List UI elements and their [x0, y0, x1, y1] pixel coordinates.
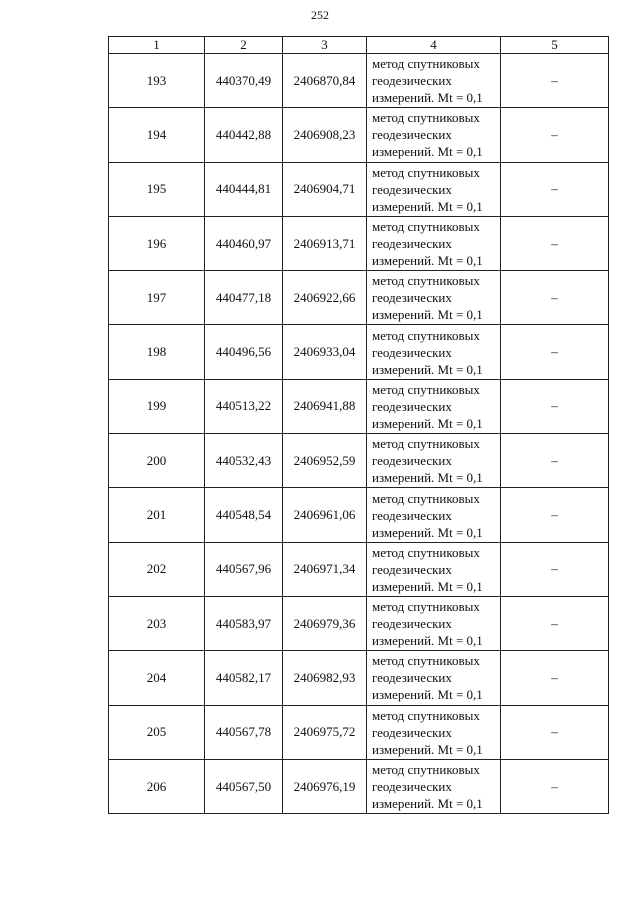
table-row [109, 542, 609, 596]
x-coordinate-cell: 440582,17 [205, 651, 283, 705]
method-text-line: метод спутниковых [372, 544, 480, 560]
x-coordinate-cell: 440370,49 [205, 54, 283, 108]
method-text-line: метод спутниковых [372, 164, 480, 180]
method-text-line: измерений. Mt = 0,1 [372, 144, 483, 160]
column-header: 4 [367, 37, 501, 54]
method-text-line: измерений. Mt = 0,1 [372, 415, 483, 431]
column-header: 1 [109, 37, 205, 54]
point-number-cell: 203 [109, 596, 205, 650]
method-text-line: измерений. Mt = 0,1 [372, 470, 483, 486]
method-text-line: геодезических [372, 670, 452, 686]
method-text-line: метод спутниковых [372, 327, 480, 343]
x-coordinate-cell: 440513,22 [205, 379, 283, 433]
method-text-line: геодезических [372, 616, 452, 632]
point-number-cell: 197 [109, 271, 205, 325]
note-cell: – [501, 434, 609, 488]
x-coordinate-cell: 440496,56 [205, 325, 283, 379]
x-coordinate-cell: 440460,97 [205, 216, 283, 270]
method-cell [367, 108, 501, 162]
table-row [109, 596, 609, 650]
table-row [109, 54, 609, 108]
method-text-line: метод спутниковых [372, 762, 480, 777]
note-cell: – [501, 216, 609, 270]
method-text-line: измерений. Mt = 0,1 [372, 633, 483, 649]
method-text-line: геодезических [372, 507, 452, 523]
note-cell: – [501, 542, 609, 596]
note-cell: – [501, 271, 609, 325]
y-coordinate-cell: 2406976,19 [283, 759, 367, 813]
point-number-cell: 196 [109, 216, 205, 270]
method-text-line: измерений. Mt = 0,1 [372, 307, 483, 323]
y-coordinate-cell: 2406870,84 [283, 54, 367, 108]
method-text-line: геодезических [372, 236, 452, 252]
y-coordinate-cell: 2406961,06 [283, 488, 367, 542]
x-coordinate-cell: 440477,18 [205, 271, 283, 325]
method-text-line: геодезических [372, 344, 452, 360]
y-coordinate-cell: 2406913,71 [283, 216, 367, 270]
method-cell [367, 542, 501, 596]
method-text-line: геодезических [372, 724, 452, 740]
note-cell: – [501, 108, 609, 162]
table-row [109, 488, 609, 542]
table-row [109, 162, 609, 216]
method-text-line: геодезических [372, 398, 452, 414]
y-coordinate-cell: 2406922,66 [283, 271, 367, 325]
method-cell [367, 596, 501, 650]
x-coordinate-cell: 440567,78 [205, 705, 283, 759]
method-text-line: измерений. Mt = 0,1 [372, 524, 483, 540]
y-coordinate-cell: 2406952,59 [283, 434, 367, 488]
method-text-line: измерений. Mt = 0,1 [372, 687, 483, 703]
method-cell [367, 434, 501, 488]
method-text-line: измерений. Mt = 0,1 [372, 90, 483, 106]
x-coordinate-cell: 440567,50 [205, 759, 283, 813]
point-number-cell: 206 [109, 759, 205, 813]
note-cell: – [501, 379, 609, 433]
y-coordinate-cell: 2406971,34 [283, 542, 367, 596]
table-row [109, 651, 609, 705]
table-row [109, 325, 609, 379]
x-coordinate-cell: 440548,54 [205, 488, 283, 542]
y-coordinate-cell: 2406933,04 [283, 325, 367, 379]
y-coordinate-cell: 2406975,72 [283, 705, 367, 759]
point-number-cell: 199 [109, 379, 205, 433]
method-text-line: измерений. Mt = 0,1 [372, 253, 483, 269]
table-row [109, 379, 609, 433]
method-cell [367, 271, 501, 325]
x-coordinate-cell: 440532,43 [205, 434, 283, 488]
note-cell: – [501, 162, 609, 216]
method-text-line: геодезических [372, 127, 452, 143]
table-row [109, 271, 609, 325]
method-text-line: геодезических [372, 73, 452, 89]
column-header: 2 [205, 37, 283, 54]
coordinates-table [108, 36, 609, 814]
note-cell: – [501, 325, 609, 379]
y-coordinate-cell: 2406904,71 [283, 162, 367, 216]
table-row [109, 759, 609, 813]
note-cell: – [501, 596, 609, 650]
method-text-line: метод спутниковых [372, 219, 480, 235]
x-coordinate-cell: 440444,81 [205, 162, 283, 216]
method-cell [367, 216, 501, 270]
x-coordinate-cell: 440583,97 [205, 596, 283, 650]
method-text-line: геодезических [372, 779, 452, 794]
method-cell [367, 759, 501, 813]
method-text-line: метод спутниковых [372, 490, 480, 506]
point-number-cell: 204 [109, 651, 205, 705]
point-number-cell: 201 [109, 488, 205, 542]
point-number-cell: 205 [109, 705, 205, 759]
method-text-line: геодезических [372, 290, 452, 306]
point-number-cell: 194 [109, 108, 205, 162]
y-coordinate-cell: 2406908,23 [283, 108, 367, 162]
table-header-row [109, 37, 609, 54]
method-text-line: метод спутниковых [372, 56, 480, 72]
x-coordinate-cell: 440567,96 [205, 542, 283, 596]
method-text-line: метод спутниковых [372, 273, 480, 289]
method-cell [367, 54, 501, 108]
method-cell [367, 325, 501, 379]
column-header: 3 [283, 37, 367, 54]
table-body [109, 54, 609, 814]
method-text-line: метод спутниковых [372, 381, 480, 397]
column-header: 5 [501, 37, 609, 54]
point-number-cell: 193 [109, 54, 205, 108]
x-coordinate-cell: 440442,88 [205, 108, 283, 162]
note-cell: – [501, 705, 609, 759]
method-text-line: геодезических [372, 561, 452, 577]
method-text-line: измерений. Mt = 0,1 [372, 198, 483, 214]
y-coordinate-cell: 2406979,36 [283, 596, 367, 650]
note-cell: – [501, 759, 609, 813]
method-text-line: метод спутниковых [372, 599, 480, 615]
y-coordinate-cell: 2406941,88 [283, 379, 367, 433]
table-row [109, 434, 609, 488]
point-number-cell: 198 [109, 325, 205, 379]
point-number-cell: 200 [109, 434, 205, 488]
method-cell [367, 705, 501, 759]
method-cell [367, 651, 501, 705]
method-text-line: метод спутниковых [372, 110, 480, 126]
method-text-line: метод спутниковых [372, 653, 480, 669]
table-row [109, 705, 609, 759]
point-number-cell: 195 [109, 162, 205, 216]
method-text-line: геодезических [372, 453, 452, 469]
method-text-line: метод спутниковых [372, 707, 480, 723]
method-cell [367, 488, 501, 542]
page-number: 252 [311, 8, 329, 22]
table-row [109, 108, 609, 162]
method-cell [367, 162, 501, 216]
note-cell: – [501, 651, 609, 705]
method-text-line: измерений. Mt = 0,1 [372, 361, 483, 377]
y-coordinate-cell: 2406982,93 [283, 651, 367, 705]
method-cell [367, 379, 501, 433]
point-number-cell: 202 [109, 542, 205, 596]
table-row [109, 216, 609, 270]
method-text-line: метод спутниковых [372, 436, 480, 452]
method-text-line: измерений. Mt = 0,1 [372, 578, 483, 594]
method-text-line: измерений. Mt = 0,1 [372, 741, 483, 757]
note-cell: – [501, 54, 609, 108]
note-cell: – [501, 488, 609, 542]
method-text-line: геодезических [372, 181, 452, 197]
method-text-line: измерений. Mt = 0,1 [372, 796, 483, 811]
